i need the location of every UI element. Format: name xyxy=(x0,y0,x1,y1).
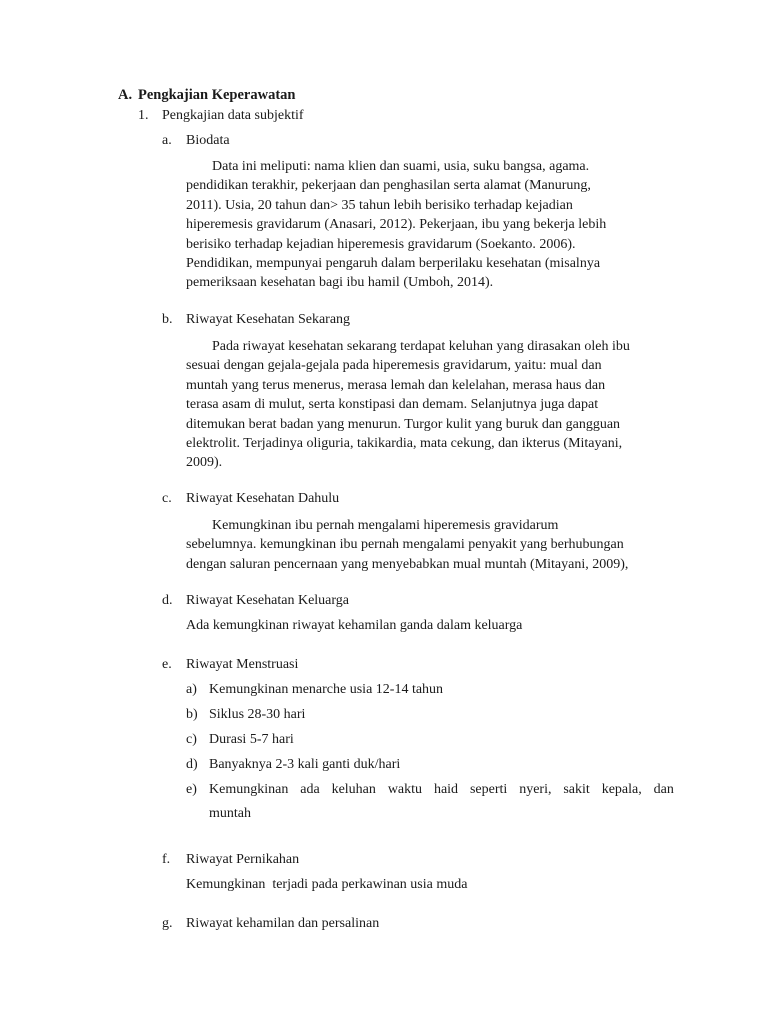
paragraph-line: 2009). xyxy=(186,455,223,471)
paragraph-line: 2011). Usia, 20 tahun dan> 35 tahun lebih berisiko terhadap kejadian xyxy=(186,197,573,213)
paragraph-line: ditemukan berat badan yang menurun. Turgor kulit yang buruk dan gangguan xyxy=(186,416,621,432)
item-e-heading xyxy=(162,657,298,673)
list-item-text xyxy=(209,782,674,798)
list-item-body xyxy=(209,782,674,822)
item-c-paragraph xyxy=(186,516,676,574)
item-title: Riwayat Menstruasi xyxy=(186,657,299,672)
list-item-text: Durasi 5-7 hari xyxy=(209,732,294,747)
word: nyeri, xyxy=(519,782,552,797)
item-title: Riwayat Kesehatan Dahulu xyxy=(186,491,340,506)
item-title: Riwayat Pernikahan xyxy=(186,852,300,867)
item-letter: c. xyxy=(162,491,172,506)
item-c-heading xyxy=(162,491,339,507)
word: seperti xyxy=(469,782,508,797)
item-f-text: Kemungkinan terjadi pada perkawinan usia muda xyxy=(186,877,468,892)
paragraph-line: Kemungkinan ibu pernah mengalami hiperemesis gravidarum xyxy=(212,518,559,533)
item-b-paragraph xyxy=(186,337,676,473)
list-item-label: a) xyxy=(186,682,197,697)
subsection-heading xyxy=(138,108,304,124)
list-item-label: d) xyxy=(186,757,198,772)
paragraph-line: dengan saluran pencernaan yang menyebabkan mual muntah (Mitayani, 2009), xyxy=(186,556,629,572)
paragraph-line: sesuai dengan gejala-gejala pada hiperemesis gravidarum, yaitu: mual dan xyxy=(186,358,602,374)
item-letter: f. xyxy=(162,852,171,867)
paragraph-line: terasa asam di mulut, serta konstipasi dan demam. Selanjutnya juga dapat xyxy=(186,397,599,413)
word: Kemungkinan xyxy=(209,782,289,797)
list-item-text: Banyaknya 2-3 kali ganti duk/hari xyxy=(209,757,401,772)
item-title: Riwayat kehamilan dan persalinan xyxy=(186,916,380,931)
section-heading xyxy=(118,87,295,104)
word: sakit xyxy=(563,782,590,797)
paragraph-line: hiperemesis gravidarum (Anasari, 2012). Pekerjaan, ibu yang bekerja lebih xyxy=(186,217,607,233)
paragraph-line: elektrolit. Terjadinya oliguria, takikardia, mata cekung, dan ikterus (Mitayani, xyxy=(186,436,623,452)
list-item xyxy=(186,732,674,748)
item-letter: g. xyxy=(162,916,173,931)
list-item-text: Siklus 28-30 hari xyxy=(209,707,306,722)
item-title: Biodata xyxy=(186,133,230,148)
paragraph-line: pendidikan terakhir, pekerjaan dan penghasilan serta alamat (Manurung, xyxy=(186,178,591,194)
subsection-number: 1. xyxy=(138,108,149,123)
paragraph-line: Data ini meliputi: nama klien dan suami, usia, suku bangsa, agama. xyxy=(212,159,590,174)
word: ada xyxy=(300,782,320,797)
list-item xyxy=(186,682,674,698)
list-item xyxy=(186,707,674,723)
word: keluhan xyxy=(331,782,376,797)
section-title: Pengkajian Keperawatan xyxy=(138,87,296,103)
list-item-label: b) xyxy=(186,707,198,722)
item-title: Riwayat Kesehatan Sekarang xyxy=(186,312,351,327)
paragraph-line: Pendidikan, mempunyai pengaruh dalam berperilaku kesehatan (misalnya xyxy=(186,256,601,272)
word: waktu xyxy=(387,782,423,797)
paragraph-line: Pada riwayat kesehatan sekarang terdapat keluhan yang dirasakan oleh ibu xyxy=(212,339,630,354)
item-letter: e. xyxy=(162,657,172,672)
list-item xyxy=(186,782,674,822)
item-letter: a. xyxy=(162,133,172,148)
word: kepala, xyxy=(601,782,642,797)
paragraph-line: muntah yang terus menerus, merasa lemah dan kelelahan, merasa haus dan xyxy=(186,377,606,393)
item-b-heading xyxy=(162,312,350,328)
list-item-label: e) xyxy=(186,782,197,797)
paragraph-line: sebelumnya. kemungkinan ibu pernah mengalami penyakit yang berhubungan xyxy=(186,537,624,553)
word: haid xyxy=(433,782,459,797)
list-item-continuation: muntah xyxy=(209,806,251,821)
item-letter: d. xyxy=(162,593,173,608)
item-d-heading xyxy=(162,593,349,609)
paragraph-line: pemeriksaan kesehatan bagi ibu hamil (Umboh, 2014). xyxy=(186,275,494,291)
item-d-text: Ada kemungkinan riwayat kehamilan ganda dalam keluarga xyxy=(186,618,523,633)
list-item-label: c) xyxy=(186,732,197,747)
subsection-title: Pengkajian data subjektif xyxy=(162,108,304,123)
item-g-heading xyxy=(162,916,379,932)
list-item xyxy=(186,757,674,773)
item-a-heading xyxy=(162,133,230,149)
item-f-heading xyxy=(162,852,299,868)
paragraph-line: berisiko terhadap kejadian hiperemesis gravidarum (Soekanto. 2006). xyxy=(186,236,576,252)
item-title: Riwayat Kesehatan Keluarga xyxy=(186,593,350,608)
word: dan xyxy=(653,782,674,797)
item-letter: b. xyxy=(162,312,173,327)
item-a-paragraph xyxy=(186,157,676,293)
section-letter: A. xyxy=(118,87,133,103)
list-item-text: Kemungkinan menarche usia 12-14 tahun xyxy=(209,682,444,697)
